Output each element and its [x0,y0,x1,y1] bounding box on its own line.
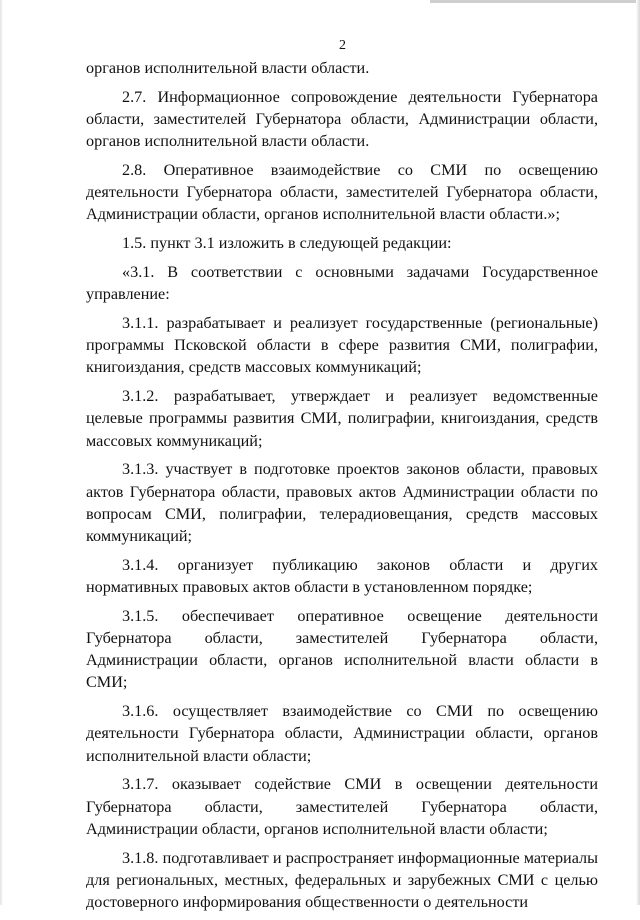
paragraph-2-8: 2.8. Оперативное взаимодействие со СМИ по освещению деятельности Губернатора области, заместителей Губернатора области, Администрации области, органов исполнительной власти области.»; [86,161,598,224]
paragraph-3-1-7: 3.1.7. оказывает содействие СМИ в освещении деятельности Губернатора области, заместителей Губернатора области, Администрации области, органов исполнительной власти области; [86,775,598,838]
document-body [86,57,598,920]
paragraph-1-5: 1.5. пункт 3.1 изложить в следующей редакции: [122,234,452,253]
page-number: 2 [339,38,346,53]
scan-edge-top [430,0,640,3]
paragraph-continuation: органов исполнительной власти области. [86,59,370,77]
paragraph-3-1-5: 3.1.5. обеспечивает оперативное освещение деятельности Губернатора области, заместителей Губернатора области, Администрации области, органов исполнительной власти области в СМИ; [86,606,598,692]
paragraph-3-1-6: 3.1.6. осуществляет взаимодействие со СМИ по освещению деятельности Губернатора области, Администрации области, органов исполнительной власти области; [86,702,598,765]
scan-edge-left [0,0,3,905]
paragraph-3-1: «3.1. В соответствии с основными задачами Государственное управление: [86,263,598,304]
paragraph-2-7: 2.7. Информационное сопровождение деятельности Губернатора области, заместителей Губернатора области, Администрации области, органов исполнительной власти области. [86,87,598,151]
paragraph-3-1-4: 3.1.4. организует публикацию законов области и других нормативных правовых актов области в установленном порядке; [86,555,598,597]
paragraph-3-1-2: 3.1.2. разрабатывает, утверждает и реализует ведомственные целевые программы развития СМИ, полиграфии, книгоиздания, средств массовых коммуникаций; [86,387,598,450]
paragraph-3-1-8: 3.1.8. подготавливает и распространяет информационные материалы для региональных, местных, федеральных и зарубежных СМИ с целью достоверного информирования общественности о деятельности [86,848,598,912]
paragraph-3-1-3: 3.1.3. участвует в подготовке проектов законов области, правовых актов Губернатора области, правовых актов Администрации области по вопросам СМИ, полиграфии, телерадиовещания, средств массовых коммуникаций; [86,460,598,546]
scan-edge-right [636,0,640,905]
paragraph-3-1-1: 3.1.1. разрабатывает и реализует государственные (региональные) программы Псковской области в сфере развития СМИ, полиграфии, книгоиздания, средств массовых коммуникаций; [86,314,598,377]
